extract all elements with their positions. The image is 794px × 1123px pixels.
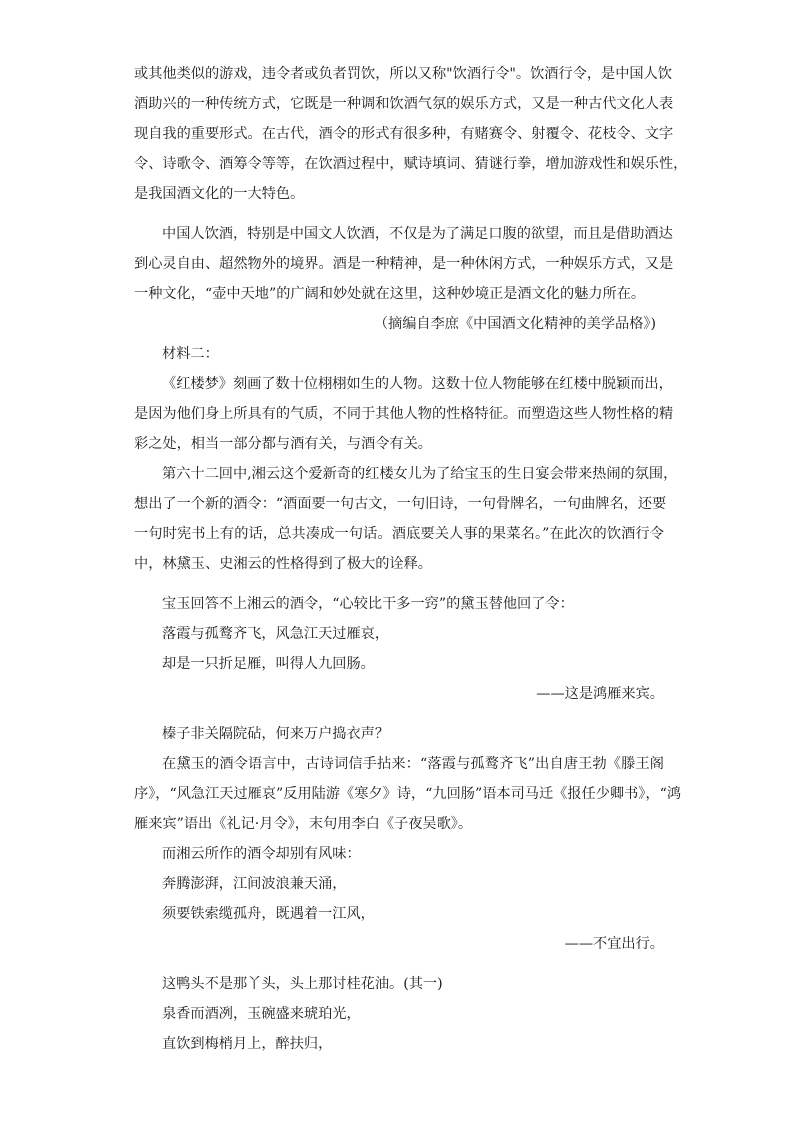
poem-2-last-line: 这鸭头不是那丫头，头上那讨桂花油。(其一): [162, 976, 443, 992]
paragraph-6-line-3: 雁来宾”语出《礼记·月令》，末句用李白《子夜吴歌》。: [134, 816, 473, 832]
paragraph-3-line-3: 彩之处，相当一部分都与酒有关，与酒令有关。: [134, 436, 432, 452]
source-citation: （摘编自李庶《中国酒文化精神的美学品格》): [373, 316, 656, 332]
poem-1-last-line: 榛子非关隔院砧，何来万户捣衣声？: [162, 726, 390, 742]
poem-2-line-2: 须要铁索缆孤舟，既遇着一江风，: [162, 906, 375, 922]
poem-3-line-1: 泉香而酒冽，玉碗盛来琥珀光，: [162, 1006, 361, 1022]
paragraph-4-line-3: 一句时宪书上有的话，总共凑成一句话。酒底要关人事的果菜名。”在此次的饮酒行令: [134, 526, 664, 542]
paragraph-1-line-2: 酒助兴的一种传统方式，它既是一种调和饮酒气氛的娱乐方式，又是一种古代文化人表: [134, 96, 674, 112]
paragraph-1-line-1: 或其他类似的游戏，违令者或负者罚饮，所以又称"饮酒行令"。饮酒行令，是中国人饮: [134, 66, 672, 82]
material-2-heading: 材料二：: [162, 346, 219, 362]
paragraph-7: 而湘云所作的酒令却别有风味：: [162, 846, 361, 862]
paragraph-2-line-1: 中国人饮酒，特别是中国文人饮酒，不仅是为了满足口腹的欲望，而且是借助酒达: [162, 226, 673, 242]
poem-1-line-2: 却是一只折足雁，叫得人九回肠。: [162, 656, 375, 672]
poem-2-line-1: 奔腾澎湃，江间波浪兼天涌，: [162, 876, 347, 892]
paragraph-2-line-2: 到心灵自由、超然物外的境界。酒是一种精神，是一种休闲方式，一种娱乐方式，又是: [134, 256, 674, 272]
paragraph-4-line-4: 中，林黛玉、史湘云的性格得到了极大的诠释。: [134, 556, 432, 572]
paragraph-3-line-1: 《红楼梦》刻画了数十位栩栩如生的人物。这数十位人物能够在红楼中脱颖而出，: [162, 376, 673, 392]
paragraph-2-line-3: 一种文化，“壶中天地”的广阔和妙处就在这里，这种妙境正是酒文化的魅力所在。: [134, 286, 646, 302]
paragraph-3-line-2: 是因为他们身上所具有的气质，不同于其他人物的性格特征。而塑造这些人物性格的精: [134, 406, 674, 422]
paragraph-4-line-2: 想出了一个新的酒令：“酒面要一句古文，一句旧诗，一句骨牌名，一句曲牌名，还要: [134, 496, 667, 512]
poem-3-line-2: 直饮到梅梢月上，醉扶归，: [162, 1036, 333, 1052]
poem-1-ending: ——这是鸿雁来宾。: [536, 686, 664, 702]
poem-2-ending: ——不宜出行。: [564, 936, 664, 952]
paragraph-6-line-2: 序》，“风急江天过雁哀”反用陆游《寒夕》诗，“九回肠”语本司马迁《报任少卿书》，“鸿: [134, 786, 682, 802]
paragraph-1-line-5: 是我国酒文化的一大特色。: [134, 186, 305, 202]
paragraph-4-line-1: 第六十二回中,湘云这个爱新奇的红楼女儿为了给宝玉的生日宴会带来热闹的氛围，: [162, 466, 678, 482]
paragraph-5: 宝玉回答不上湘云的酒令，“心较比干多一窍”的黛玉替他回了令：: [162, 596, 574, 612]
poem-1-line-1: 落霞与孤鹜齐飞，风急江天过雁哀，: [162, 626, 390, 642]
paragraph-1-line-3: 现自我的重要形式。在古代，酒令的形式有很多种，有赌赛令、射覆令、花枝令、文字: [134, 126, 674, 142]
paragraph-1-line-4: 令、诗歌令、酒筹令等等，在饮酒过程中，赋诗填词、猜谜行拳，增加游戏性和娱乐性，: [134, 156, 688, 172]
paragraph-6-line-1: 在黛玉的酒令语言中，古诗词信手拈来：“落霞与孤鹜齐飞”出自唐王勃《滕王阁: [162, 756, 664, 772]
